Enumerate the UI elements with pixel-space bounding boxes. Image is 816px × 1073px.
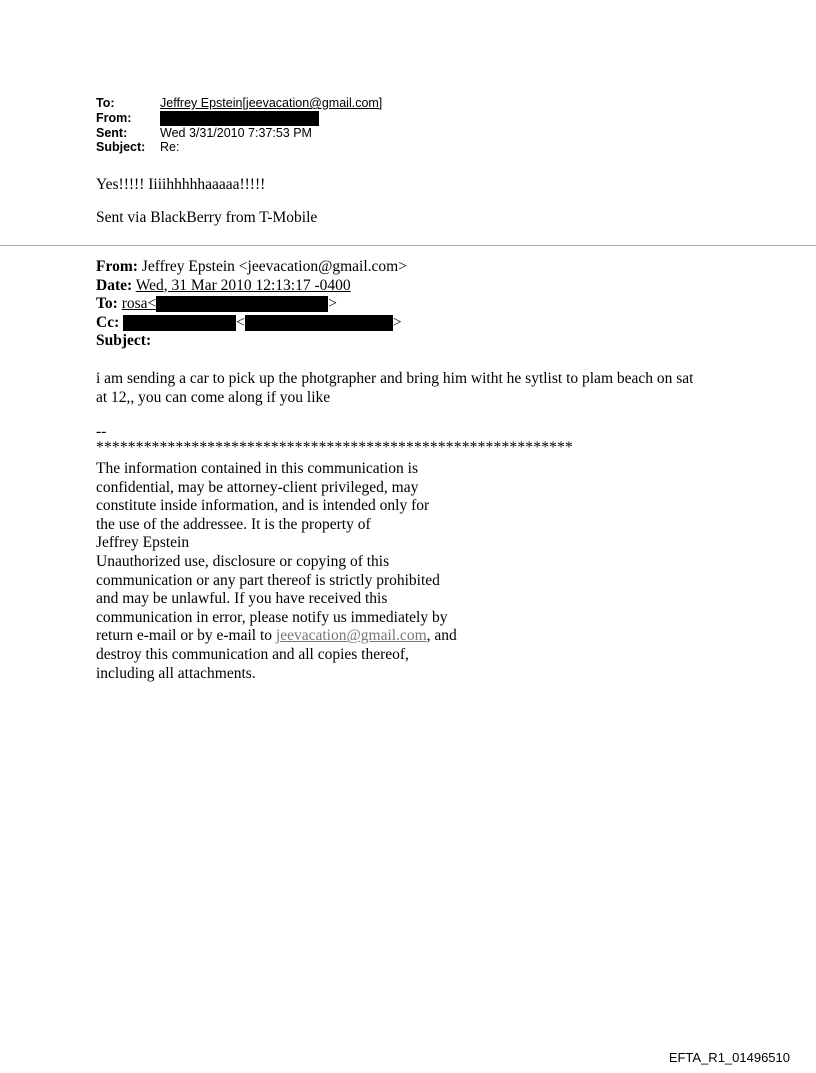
- redaction-box: [123, 315, 236, 331]
- header-subject-row: [96, 140, 382, 155]
- header-sent-row: [96, 126, 382, 141]
- subject-value: Re:: [160, 140, 180, 154]
- redaction-box: [160, 111, 319, 126]
- header-to-row: [96, 96, 382, 111]
- orig-date-row: [96, 277, 407, 296]
- orig-date-value: Wed, 31 Mar 2010 12:13:17 -0400: [135, 276, 351, 294]
- original-body: [96, 369, 693, 407]
- disclaimer-line: and may be unlawful. If you have received this: [96, 590, 388, 608]
- original-header: [96, 258, 407, 351]
- link-suffix: , and: [426, 627, 457, 645]
- signature-stars: ************************************************************: [96, 439, 573, 456]
- disclaimer-line: communication in error, please notify us immediately by: [96, 608, 448, 626]
- disclaimer-line: destroy this communication and all copies thereof,: [96, 645, 409, 663]
- orig-subject-row: [96, 332, 407, 351]
- orig-to-suffix: >: [328, 295, 338, 312]
- disclaimer-line: Unauthorized use, disclosure or copying of this: [96, 552, 390, 570]
- link-prefix: return e-mail or by e-mail to: [96, 627, 276, 645]
- body-line: i am sending a car to pick up the photgrapher and bring him witht he sytlist to plam beach on sat: [96, 370, 694, 387]
- email-link[interactable]: jeevacation@gmail.com: [275, 627, 427, 645]
- reply-signature: Sent via BlackBerry from T-Mobile: [96, 209, 318, 226]
- subject-label: Subject:: [96, 140, 146, 154]
- to-value: Jeffrey Epstein[jeevacation@gmail.com]: [160, 96, 383, 110]
- redaction-box: [245, 315, 393, 331]
- orig-to-prefix: rosa<: [121, 295, 157, 312]
- disclaimer-link-line: [96, 627, 457, 646]
- sent-value: Wed 3/31/2010 7:37:53 PM: [160, 125, 312, 140]
- document-id: EFTA_R1_01496510: [668, 1050, 790, 1065]
- orig-cc-label: Cc:: [96, 313, 120, 331]
- email-header: [96, 96, 382, 155]
- disclaimer-line: The information contained in this communication is: [96, 460, 418, 477]
- disclaimer-line: including all attachments.: [96, 664, 256, 682]
- header-from-row: [96, 111, 382, 126]
- redaction-box: [156, 296, 328, 312]
- disclaimer: [96, 460, 457, 683]
- orig-date-label: Date:: [96, 276, 133, 294]
- divider: [0, 245, 816, 246]
- orig-from-label: From:: [96, 258, 138, 275]
- disclaimer-line: confidential, may be attorney-client privileged, may: [96, 478, 419, 496]
- disclaimer-line: communication or any part thereof is strictly prohibited: [96, 571, 440, 589]
- orig-from-value: Jeffrey Epstein <jeevacation@gmail.com>: [141, 258, 407, 275]
- orig-cc-suffix: >: [392, 313, 402, 331]
- body-line: at 12,, you can come along if you like: [96, 389, 331, 406]
- signature-dashes: --: [96, 423, 107, 440]
- orig-cc-mid: <: [236, 313, 245, 331]
- sent-label: Sent:: [96, 125, 128, 140]
- disclaimer-line: constitute inside information, and is intended only for: [96, 497, 430, 515]
- orig-to-row: [96, 295, 407, 314]
- orig-subject-label: Subject:: [96, 332, 152, 349]
- disclaimer-line: Jeffrey Epstein: [96, 534, 190, 552]
- from-label: From:: [96, 110, 132, 125]
- disclaimer-line: the use of the addressee. It is the property of: [96, 515, 371, 533]
- orig-from-row: [96, 258, 407, 277]
- reply-message: Yes!!!!! Iiiihhhhhaaaaa!!!!!: [96, 176, 266, 193]
- orig-cc-row: [96, 314, 407, 333]
- to-label: To:: [96, 96, 115, 110]
- orig-to-label: To:: [96, 295, 118, 312]
